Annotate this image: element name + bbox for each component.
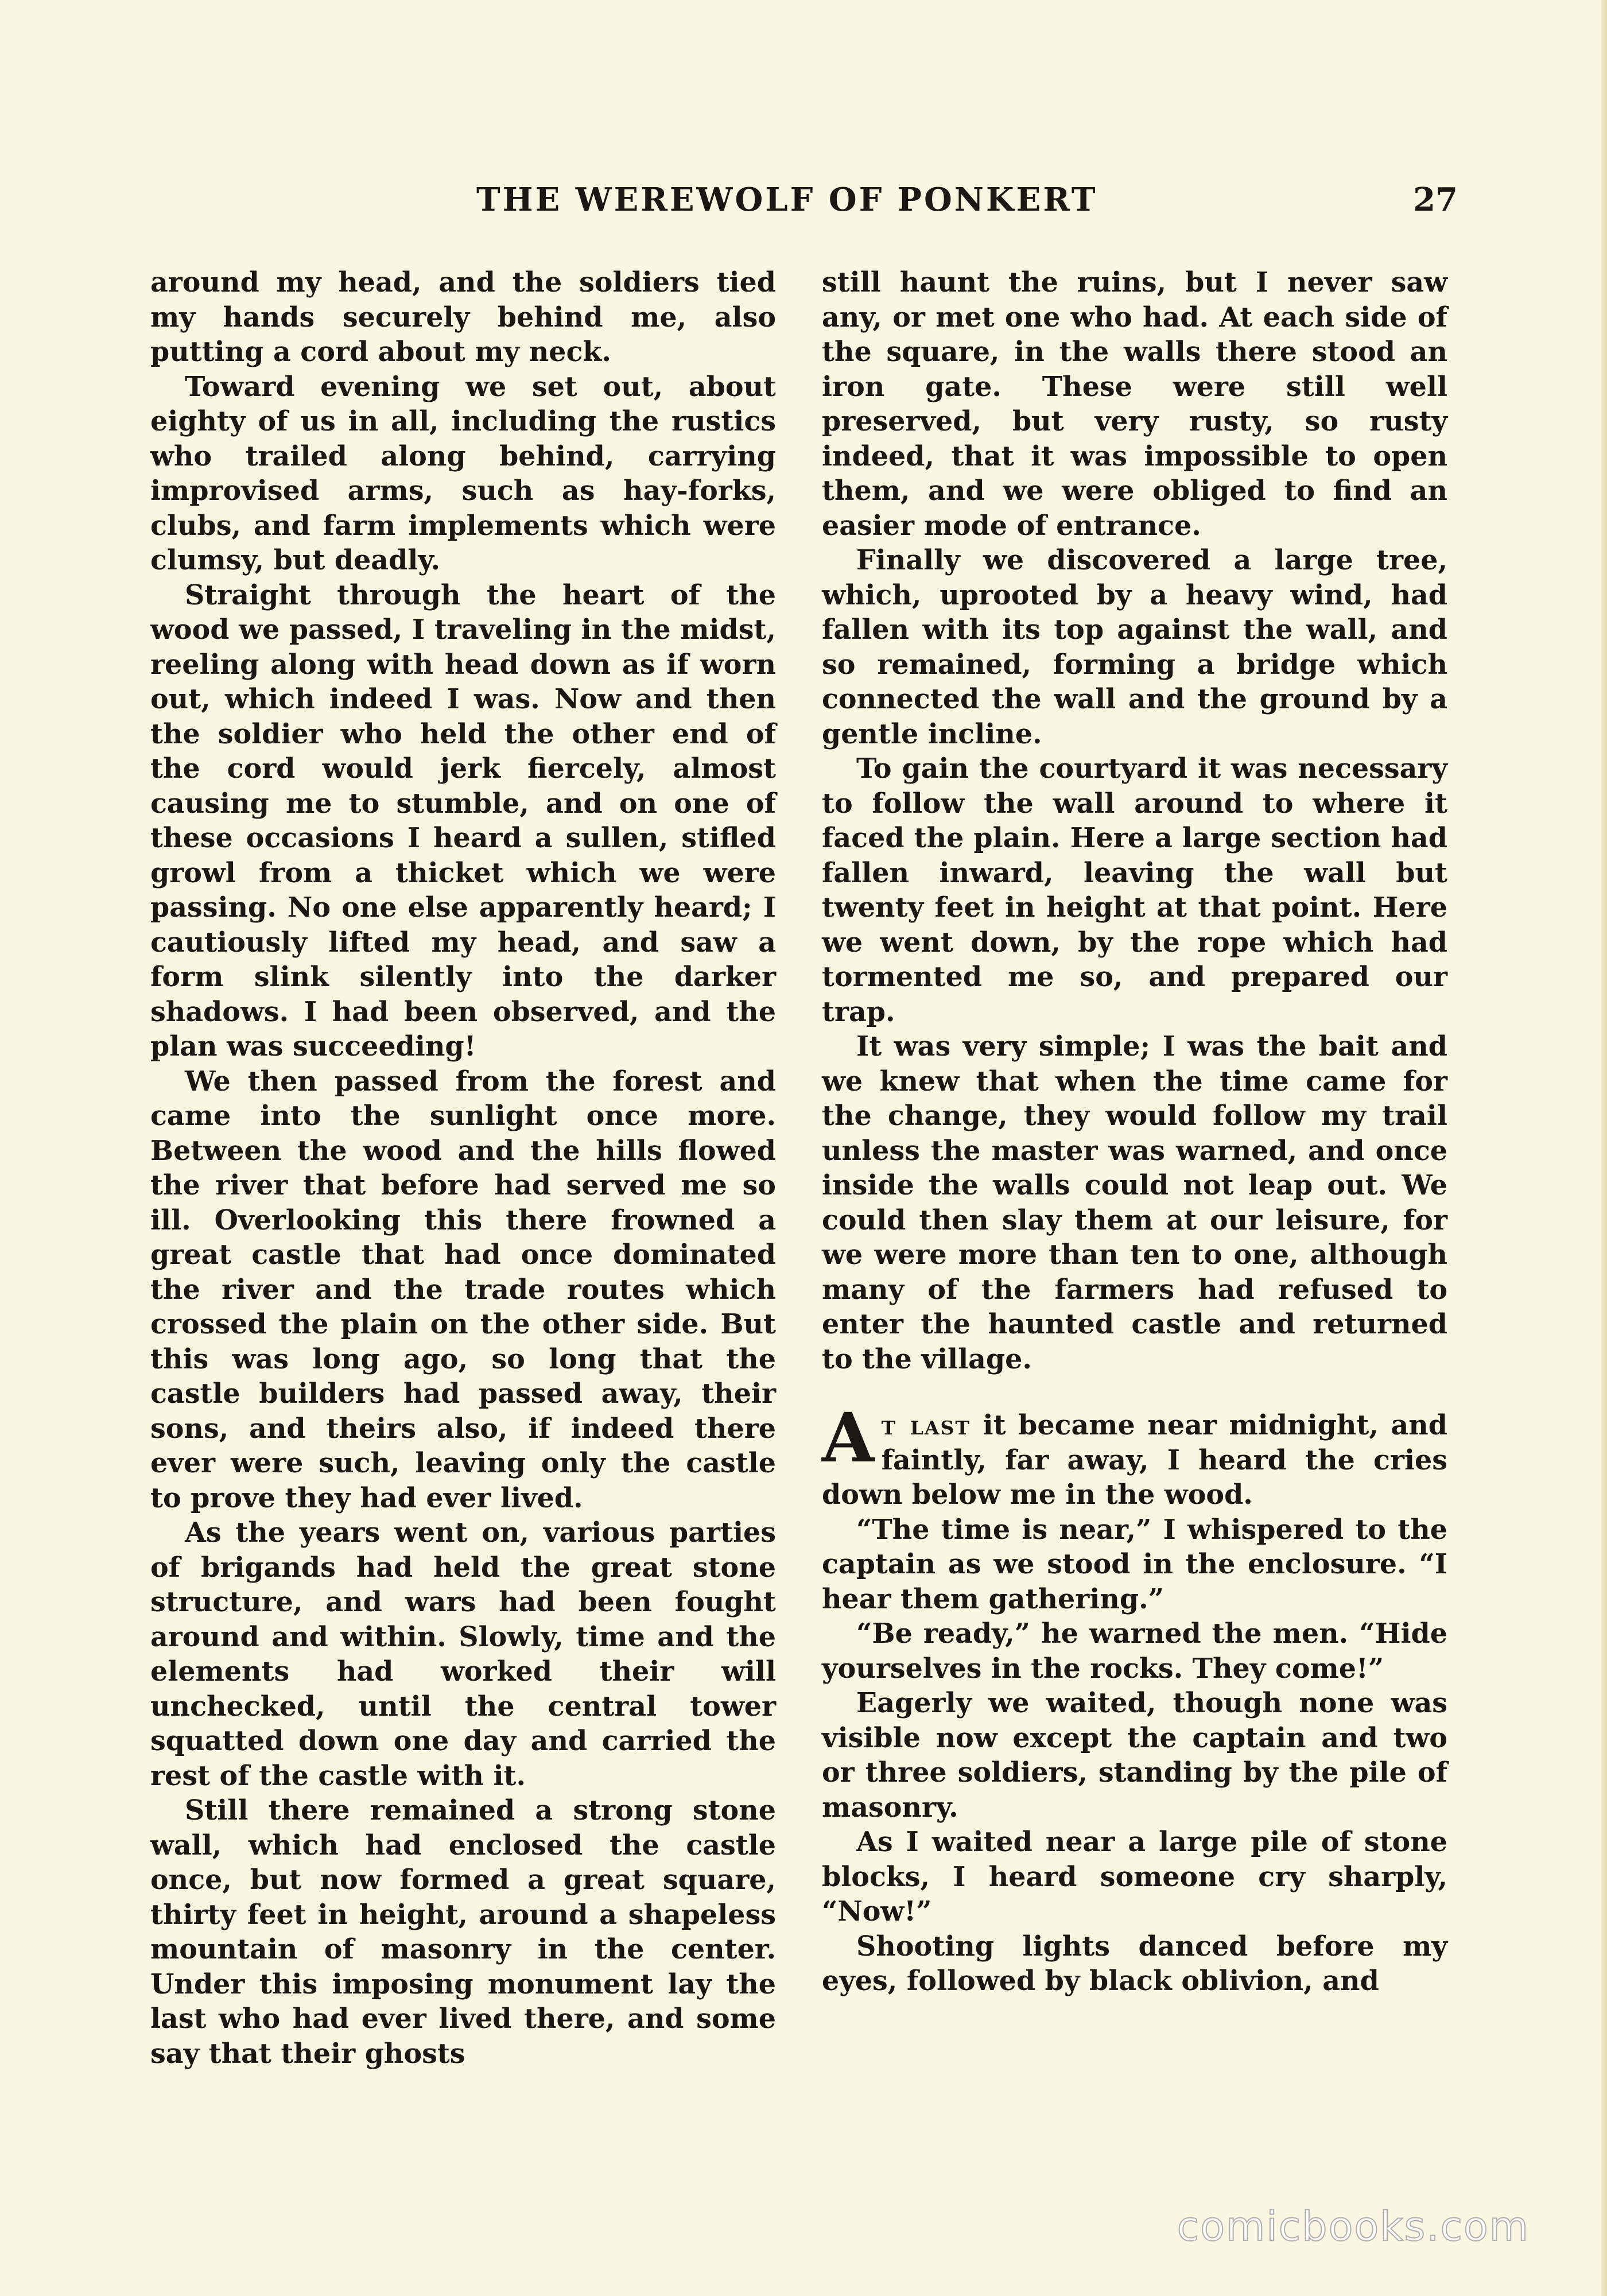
page-number: 27 — [1413, 181, 1458, 219]
section-opening-paragraph — [822, 1398, 1447, 1512]
paragraph: still haunt the ruins, but I never saw any, or met one who had. At each side of the square, in the walls there stood an iron gate. These were still well preserved, but very rusty, so rusty indeed, that it was impossible to open them, and we were obliged to find an easier mode of entrance. — [822, 266, 1447, 542]
right-column — [822, 265, 1447, 2136]
watermark: comicbooks.com — [1177, 2203, 1530, 2250]
paragraph: Straight through the heart of the wood we passed, I traveling in the midst, reeling along with head down as if worn out, which indeed I was. Now and then the soldier who held the other end of the cord would jerk fiercely, almost causing me to stumble, and on one of these occasions I heard a sullen, stifled growl from a thicket which we were passing. No one else apparently heard; I cautiously lifted my head, and saw a form slink silently into the darker shadows. I had been observed, and the plan was succeeding! — [150, 579, 776, 1062]
paragraph: Eagerly we waited, though none was visible now except the captain and two or three soldiers, standing by the pile of masonry. — [822, 1687, 1447, 1824]
paragraph: As I waited near a large pile of stone blocks, I heard someone cry sharply, “Now!” — [822, 1826, 1447, 1927]
paragraph: Still there remained a strong stone wall, which had enclosed the castle once, but now formed a great square, thirty feet in height, around a shapeless mountain of masonry in the center. Under this imposing monument lay the last who had ever lived there, and some say that their ghosts — [150, 1794, 776, 2070]
left-column — [150, 265, 776, 2136]
paragraph: “The time is near,” I whispered to the captain as we stood in the enclosure. “I hear them gathering.” — [822, 1513, 1447, 1615]
section-opening-text: it became near midnight, and faintly, far away, I heard the cries down below me in the wood. — [822, 1409, 1447, 1511]
paragraph: It was very simple; I was the bait and we knew that when the time came for the change, they would follow my trail unless the master was warned, and once inside the walls could not leap out. We could then slay them at our leisure, for we were more than ten to one, although many of the farmers had refused to enter the haunted castle and returned to the village. — [822, 1030, 1447, 1375]
running-title: THE WEREWOLF OF PONKERT — [476, 181, 1098, 219]
paragraph: We then passed from the forest and came into the sunlight once more. Between the wood and the hills flowed the river that before had served me so ill. Overlooking this there frowned a great castle that had once dominated the river and the trade routes which crossed the plain on the other side. But this was long ago, so long that the castle builders had passed away, their sons, and theirs also, if indeed there ever were such, leaving only the castle to prove they had ever lived. — [150, 1065, 776, 1514]
paragraph: Finally we discovered a large tree, which, uprooted by a heavy wind, had fallen with its top against the wall, and so remained, forming a bridge which connected the wall and the ground by a gentle incline. — [822, 544, 1447, 750]
paragraph: Toward evening we set out, about eighty of us in all, including the rustics who trailed along behind, carrying improvised arms, such as hay-forks, clubs, and farm implements which were clumsy, but deadly. — [150, 370, 776, 576]
paragraph: To gain the courtyard it was necessary to follow the wall around to where it faced the plain. Here a large section had fallen inward, leaving the wall but twenty feet in height at that point. Here we went down, by the rope which had tormented me so, and prepared our trap. — [822, 753, 1447, 1028]
paragraph: Shooting lights danced before my eyes, followed by black oblivion, and — [822, 1930, 1447, 1997]
paragraph: around my head, and the soldiers tied my hands securely behind me, also putting a cord about my neck. — [150, 266, 776, 368]
page-edge — [1601, 0, 1607, 2296]
drop-cap: A — [822, 1398, 875, 1477]
running-head — [155, 181, 1458, 227]
paragraph: As the years went on, various parties of brigands had held the great stone structure, and wars had been fought around and within. Slowly, time and the elements had worked their will unchecked, until the central tower squatted down one day and carried the rest of the castle with it. — [150, 1517, 776, 1792]
small-caps-lead: t last — [881, 1409, 971, 1441]
paragraph: “Be ready,” he warned the men. “Hide yourselves in the rocks. They come!” — [822, 1618, 1447, 1685]
